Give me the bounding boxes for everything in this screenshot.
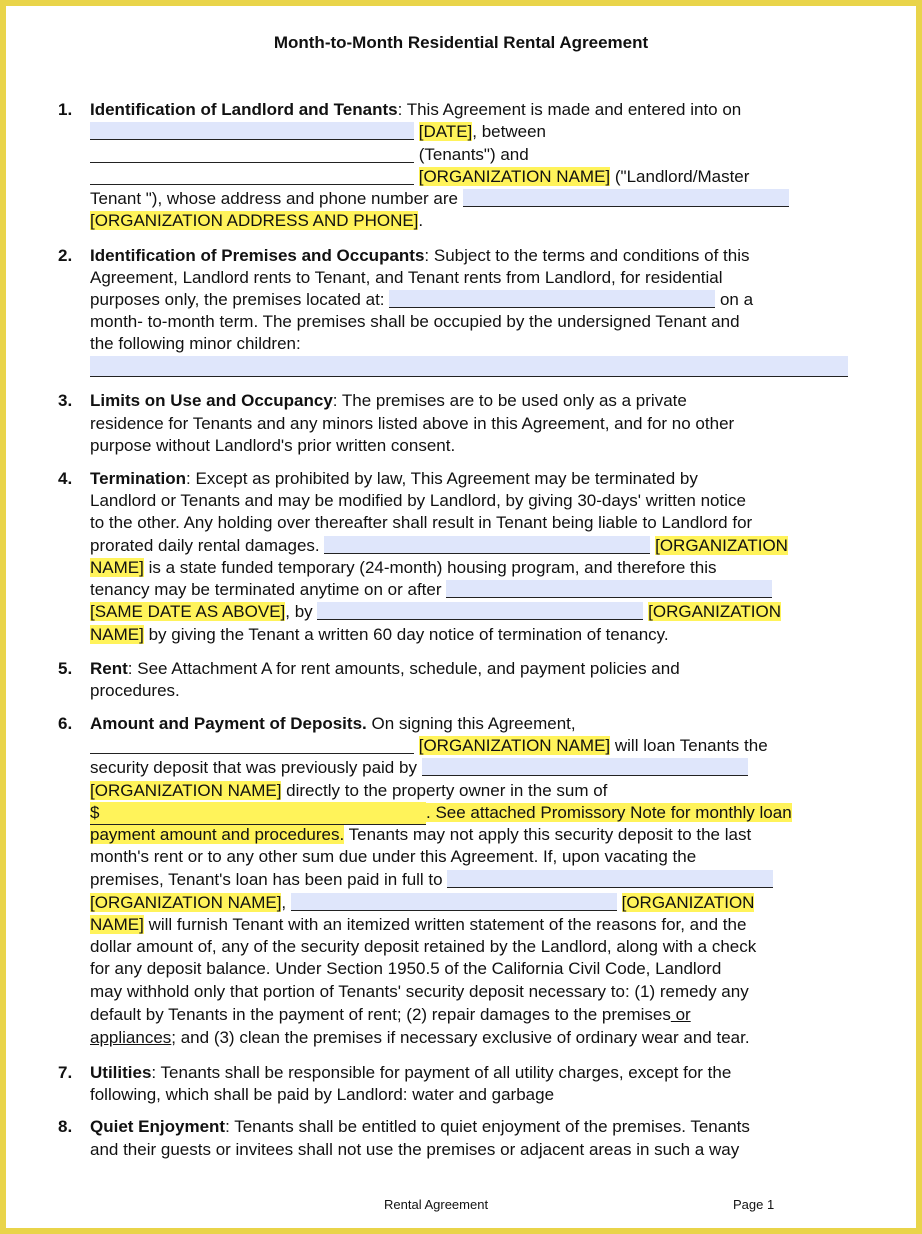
- section-2-heading: Identification of Premises and Occupants: [90, 246, 425, 265]
- document-title: Month-to-Month Residential Rental Agreement: [273, 33, 649, 52]
- deposit-paid-by-field[interactable]: [422, 758, 748, 776]
- section-7-line-2: following, which shall be paid by Landlord: water and garbage: [90, 1085, 555, 1104]
- section-6-line-11: dollar amount of, any of the security deposit retained by the Landlord, along with a check: [90, 937, 757, 956]
- organization-name-placeholder: [ORGANIZATION NAME]: [418, 167, 611, 186]
- section-4-line-5: NAME] is a state funded temporary (24-month) housing program, and therefore this: [90, 558, 717, 577]
- section-1-line-3: (Tenants") and: [90, 144, 529, 166]
- deposit-blank-field-2[interactable]: [291, 893, 617, 911]
- section-4-line-1: Termination: Except as prohibited by law, This Agreement may be terminated by: [90, 469, 698, 488]
- section-3-line-3: purpose without Landlord's prior written consent.: [90, 436, 456, 455]
- termination-blank-field-1[interactable]: [324, 536, 650, 554]
- section-6-line-3: security deposit that was previously paid by: [90, 757, 748, 779]
- section-7-line-1: Utilities: Tenants shall be responsible for payment of all utility charges, except for the: [90, 1063, 732, 1082]
- section-7-number: 7.: [58, 1063, 73, 1082]
- minor-children-field[interactable]: [90, 356, 848, 377]
- section-1-line-2: [DATE], between: [90, 121, 546, 143]
- termination-blank-field-2[interactable]: [317, 602, 643, 620]
- section-6-line-9: [ORGANIZATION NAME], [ORGANIZATION: [90, 893, 755, 912]
- section-7-heading: Utilities: [90, 1063, 152, 1082]
- section-6-number: 6.: [58, 714, 73, 733]
- section-1-line-1: Identification of Landlord and Tenants: This Agreement is made and entered into on: [90, 100, 742, 119]
- section-6-line-14: default by Tenants in the payment of rent; (2) repair damages to the premises or: [90, 1005, 691, 1024]
- section-2-line-5: the following minor children:: [90, 334, 301, 353]
- section-8-line-1: Quiet Enjoyment: Tenants shall be entitled to quiet enjoyment of the premises. Tenants: [90, 1117, 750, 1136]
- date-placeholder: [DATE]: [418, 122, 473, 141]
- section-3-line-2: residence for Tenants and any minors listed above in this Agreement, and for no other: [90, 414, 735, 433]
- same-date-placeholder: [SAME DATE AS ABOVE]: [90, 602, 286, 621]
- section-6-heading: Amount and Payment of Deposits.: [90, 714, 367, 733]
- section-4-line-2: Landlord or Tenants and may be modified by Landlord, by giving 30-days' written notice: [90, 491, 746, 510]
- section-6-line-7: month's rent or to any other sum due under this Agreement. If, upon vacating the: [90, 847, 697, 866]
- section-4-line-7: [SAME DATE AS ABOVE], by [ORGANIZATION: [90, 602, 781, 621]
- section-6-line-8: premises, Tenant's loan has been paid in full to: [90, 869, 773, 891]
- section-1-line-5: Tenant "), whose address and phone number are: [90, 188, 789, 210]
- section-4-number: 4.: [58, 469, 73, 488]
- footer-page-number: Page 1: [733, 1197, 775, 1212]
- section-1-number: 1.: [58, 100, 73, 119]
- section-4-heading: Termination: [90, 469, 187, 488]
- section-6-line-1: Amount and Payment of Deposits. On signing this Agreement,: [90, 714, 576, 733]
- section-4-line-6: tenancy may be terminated anytime on or after: [90, 579, 772, 601]
- section-5-heading: Rent: [90, 659, 128, 678]
- section-3-heading: Limits on Use and Occupancy: [90, 391, 333, 410]
- address-phone-blank-field[interactable]: [463, 189, 789, 207]
- section-3-number: 3.: [58, 391, 73, 410]
- section-3-line-1: Limits on Use and Occupancy: The premises are to be used only as a private: [90, 391, 687, 410]
- date-blank-field[interactable]: [90, 122, 414, 140]
- section-6-line-12: for any deposit balance. Under Section 1950.5 of the California Civil Code, Landlord: [90, 959, 722, 978]
- section-2-line-4: month- to-month term. The premises shall be occupied by the undersigned Tenant and: [90, 312, 740, 331]
- section-6-line-5: $ . See attached Promissory Note for monthly loan: [90, 802, 792, 825]
- section-6-line-2: [ORGANIZATION NAME] will loan Tenants the: [90, 735, 768, 757]
- section-6-line-6: payment amount and procedures. Tenants may not apply this security deposit to the last: [90, 825, 752, 844]
- section-2-number: 2.: [58, 246, 73, 265]
- section-6-line-13: may withhold only that portion of Tenants' security deposit necessary to: (1) remedy any: [90, 982, 749, 1001]
- organization-address-placeholder: [ORGANIZATION ADDRESS AND PHONE]: [90, 211, 419, 230]
- section-4-line-8: NAME] by giving the Tenant a written 60 day notice of termination of tenancy.: [90, 625, 669, 644]
- section-1-heading: Identification of Landlord and Tenants: [90, 100, 398, 119]
- section-2-line-2: Agreement, Landlord rents to Tenant, and Tenant rents from Landlord, for residential: [90, 268, 723, 287]
- section-1-line-4: [ORGANIZATION NAME] ("Landlord/Master: [90, 166, 749, 188]
- section-5-line-1: Rent: See Attachment A for rent amounts, schedule, and payment policies and: [90, 659, 680, 678]
- section-6-line-4: [ORGANIZATION NAME] directly to the property owner in the sum of: [90, 781, 608, 800]
- section-6-line-15: appliances; and (3) clean the premises if necessary exclusive of ordinary wear and tear.: [90, 1028, 750, 1047]
- section-5-number: 5.: [58, 659, 73, 678]
- landlord-blank-field[interactable]: [90, 167, 414, 185]
- section-2-line-3: purposes only, the premises located at: on a: [90, 290, 754, 309]
- tenants-blank-field[interactable]: [90, 145, 414, 163]
- premises-address-field[interactable]: [389, 290, 715, 308]
- section-8-heading: Quiet Enjoyment: [90, 1117, 226, 1136]
- section-4-line-3: to the other. Any holding over thereafter shall result in Tenant being liable to Landlord for: [90, 513, 753, 532]
- section-2-line-6: [90, 356, 848, 380]
- deposit-blank-field-1[interactable]: [90, 736, 414, 754]
- loan-paid-to-field[interactable]: [447, 870, 773, 888]
- section-1-line-6: [ORGANIZATION ADDRESS AND PHONE].: [90, 211, 424, 230]
- dollar-amount-field[interactable]: $: [90, 802, 426, 825]
- section-4-line-4: prorated daily rental damages. [ORGANIZATION: [90, 536, 788, 555]
- termination-date-field[interactable]: [446, 580, 772, 598]
- section-2-line-1: Identification of Premises and Occupants: Subject to the terms and conditions of this: [90, 246, 750, 265]
- section-6-line-10: NAME] will furnish Tenant with an itemized written statement of the reasons for, and the: [90, 915, 747, 934]
- section-8-line-2: and their guests or invitees shall not use the premises or adjacent areas in such a way: [90, 1140, 740, 1159]
- section-8-number: 8.: [58, 1117, 73, 1136]
- footer-document-name: Rental Agreement: [384, 1197, 489, 1212]
- section-5-line-2: procedures.: [90, 681, 180, 700]
